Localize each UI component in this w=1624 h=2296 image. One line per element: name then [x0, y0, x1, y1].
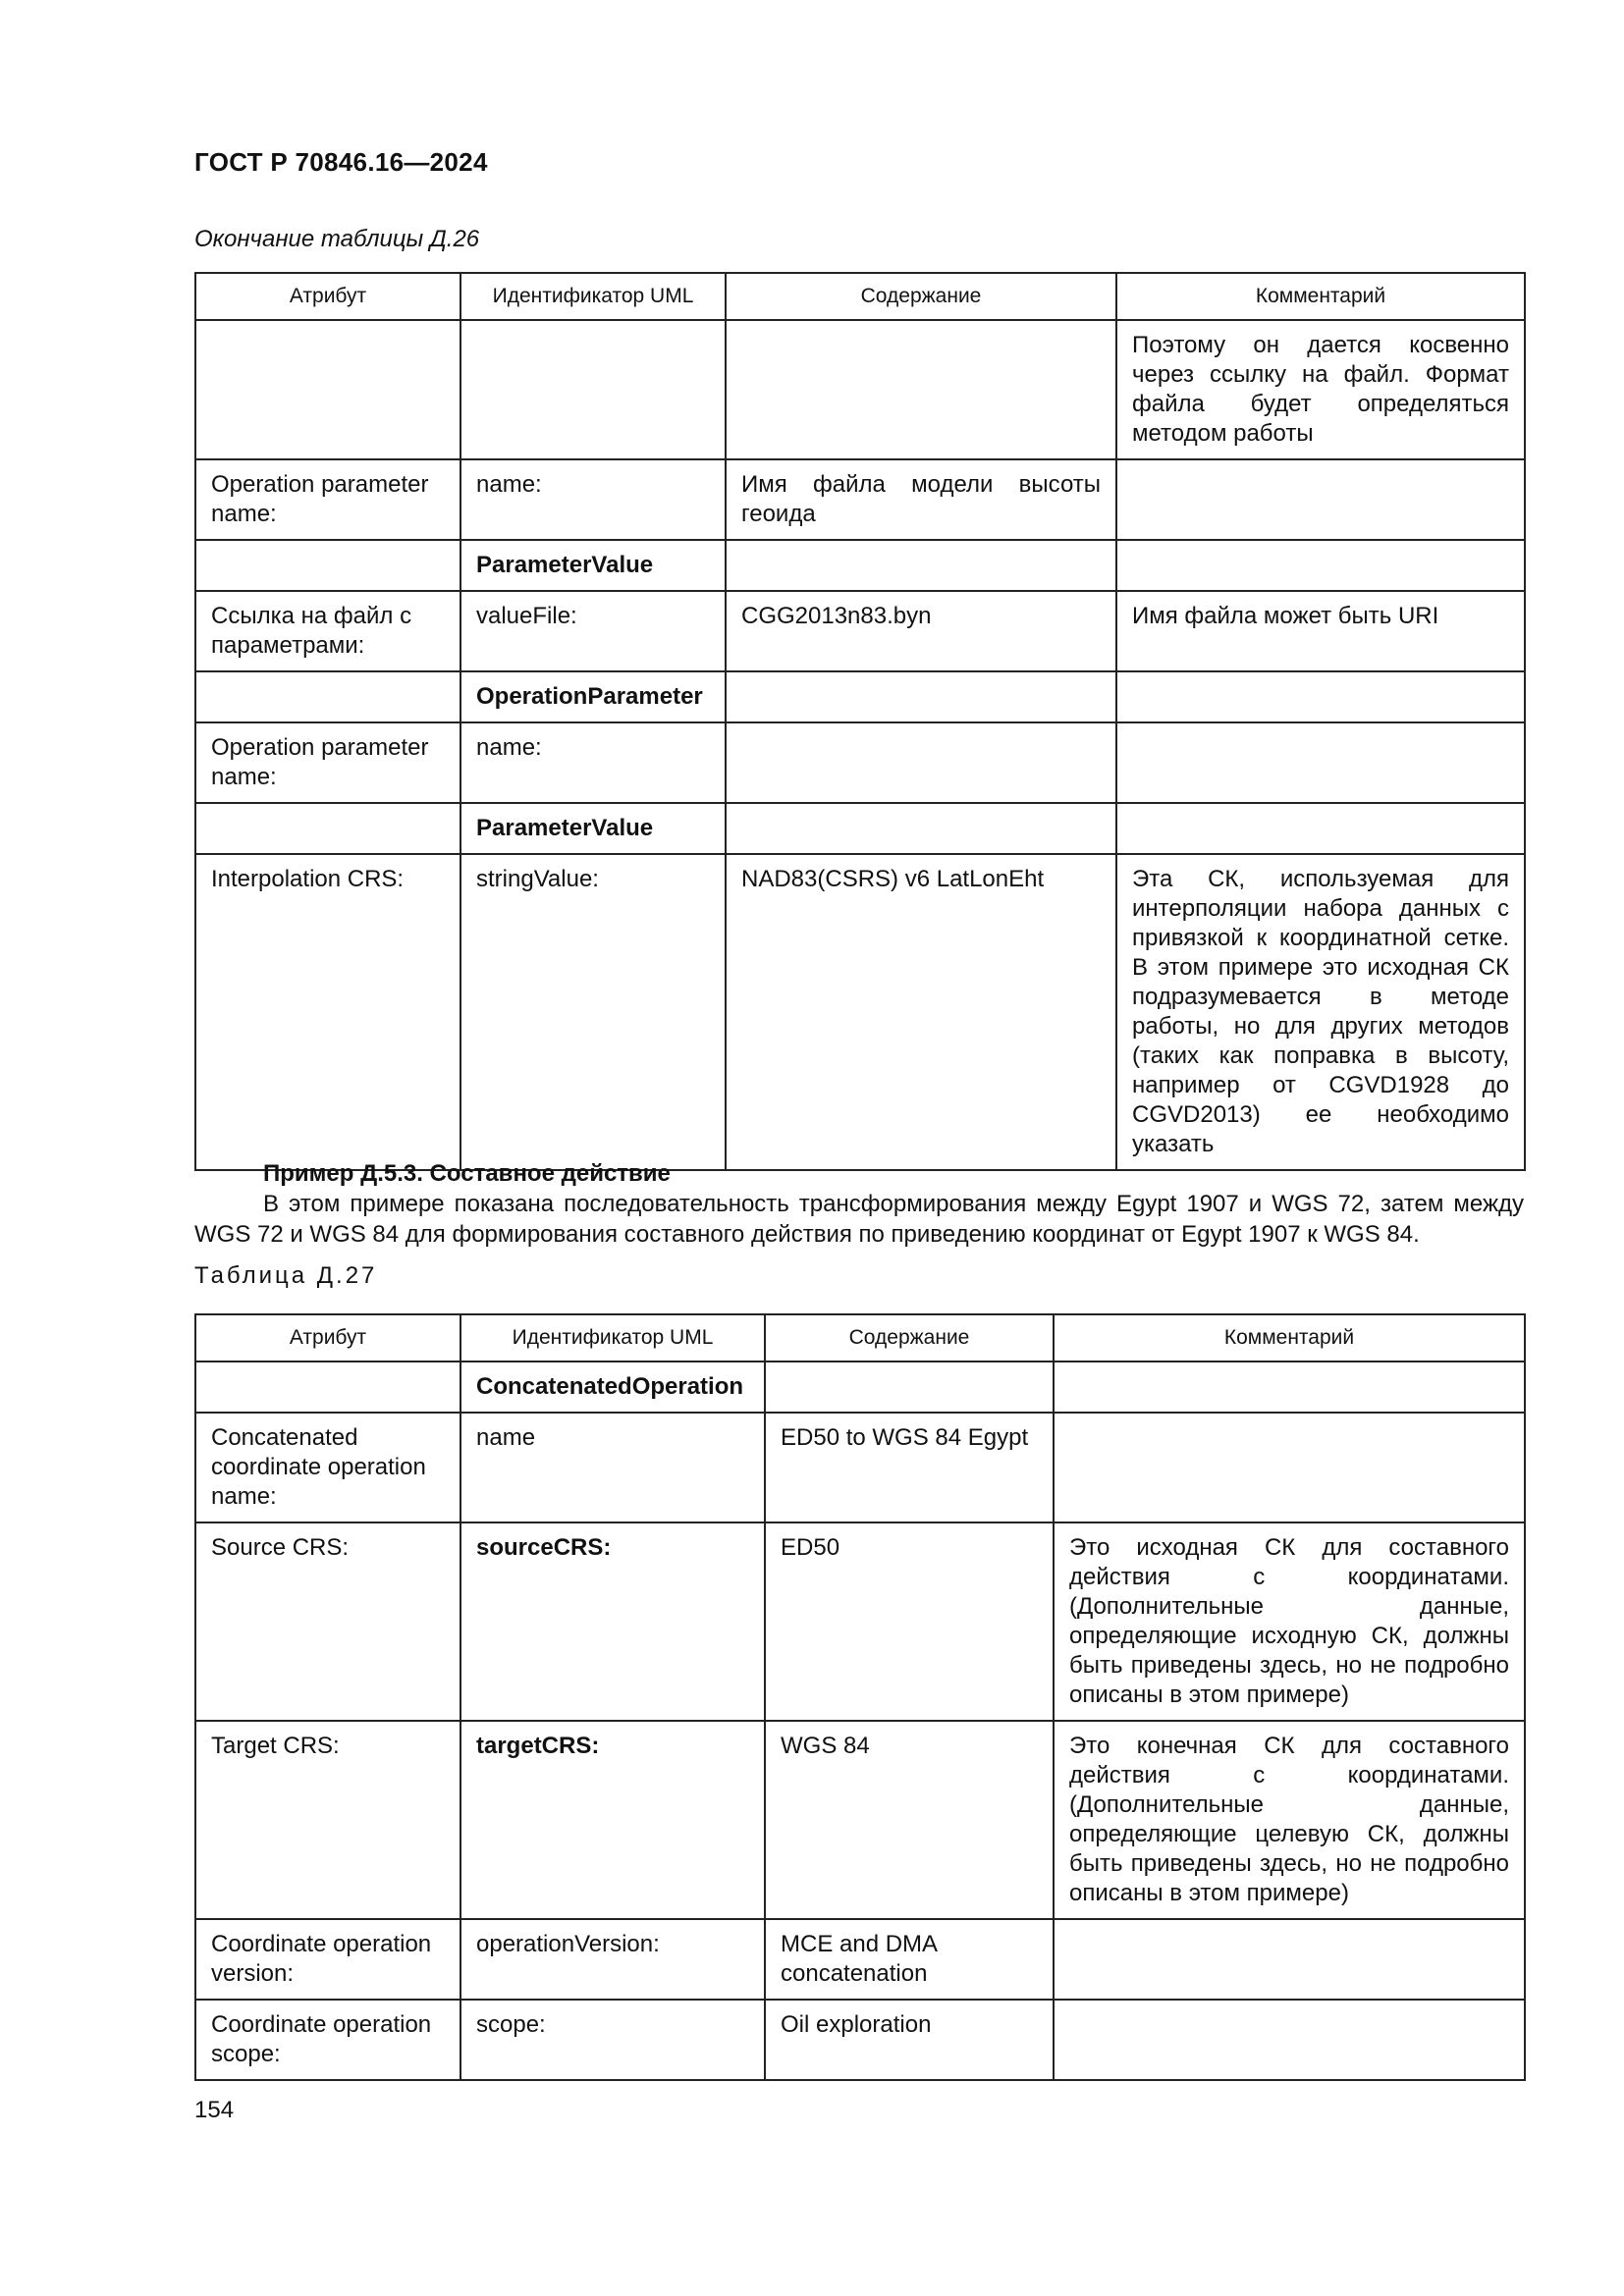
- cell-content: WGS 84: [765, 1721, 1054, 1919]
- cell-attribute: Source CRS:: [195, 1522, 460, 1721]
- cell-comment: [1054, 1919, 1525, 2000]
- cell-attribute: Interpolation CRS:: [195, 854, 460, 1170]
- table-header-row: [195, 273, 1525, 320]
- cell-content: [726, 722, 1116, 803]
- table-row: [195, 1413, 1525, 1522]
- cell-comment: [1054, 2000, 1525, 2080]
- cell-uml: targetCRS:: [460, 1721, 765, 1919]
- cell-content: Имя файла модели высоты геоида: [726, 459, 1116, 540]
- table-row: [195, 1362, 1525, 1413]
- cell-comment: [1116, 459, 1525, 540]
- column-header-uml-identifier: Идентификатор UML: [460, 273, 726, 320]
- table-continuation-caption: Окончание таблицы Д.26: [194, 226, 480, 252]
- cell-comment: [1116, 540, 1525, 591]
- column-header-comment: Комментарий: [1054, 1314, 1525, 1362]
- cell-comment: Это конечная СК для составного действия с координатами. (Дополнительные данные, определяющие целевую СК, должны быть приведены здесь, но не подробно описаны в этом примере): [1054, 1721, 1525, 1919]
- cell-content: MCE and DMA concatenation: [765, 1919, 1054, 2000]
- cell-attribute: Target CRS:: [195, 1721, 460, 1919]
- cell-content: Oil exploration: [765, 2000, 1054, 2080]
- cell-attribute: Ссылка на файл с параметрами:: [195, 591, 460, 671]
- cell-uml: operationVersion:: [460, 1919, 765, 2000]
- table-row: [195, 671, 1525, 722]
- cell-comment: [1054, 1413, 1525, 1522]
- cell-content: [726, 320, 1116, 459]
- table-row: [195, 1721, 1525, 1919]
- cell-comment: [1054, 1362, 1525, 1413]
- cell-attribute: Coordinate operation version:: [195, 1919, 460, 2000]
- column-header-comment: Комментарий: [1116, 273, 1525, 320]
- column-header-content: Содержание: [726, 273, 1116, 320]
- cell-content: ED50: [765, 1522, 1054, 1721]
- cell-uml: sourceCRS:: [460, 1522, 765, 1721]
- example-section: [194, 1158, 1524, 1250]
- document-header: ГОСТ Р 70846.16—2024: [194, 147, 488, 177]
- table-header-row: [195, 1314, 1525, 1362]
- cell-content: ED50 to WGS 84 Egypt: [765, 1413, 1054, 1522]
- cell-content: [726, 671, 1116, 722]
- column-header-content: Содержание: [765, 1314, 1054, 1362]
- cell-comment: Имя файла может быть URI: [1116, 591, 1525, 671]
- table-row: [195, 320, 1525, 459]
- cell-uml: ParameterValue: [460, 540, 726, 591]
- cell-uml: scope:: [460, 2000, 765, 2080]
- cell-comment: Эта СК, используемая для интерполяции набора данных с привязкой к координатной сетке. В этом примере это исходная СК подразумевается в методе работы, но для других методов (таких как поправка в высоту, например от CGVD1928 до CGVD2013) ее необходимо указать: [1116, 854, 1525, 1170]
- table-caption: Таблица Д.27: [194, 1262, 378, 1289]
- cell-content: CGG2013n83.byn: [726, 591, 1116, 671]
- column-header-attribute: Атрибут: [195, 273, 460, 320]
- table-row: [195, 854, 1525, 1170]
- cell-uml: ConcatenatedOperation: [460, 1362, 765, 1413]
- cell-attribute: Concatenated coordinate operation name:: [195, 1413, 460, 1522]
- cell-attribute: [195, 320, 460, 459]
- cell-uml: valueFile:: [460, 591, 726, 671]
- cell-uml: OperationParameter: [460, 671, 726, 722]
- table-row: [195, 1919, 1525, 2000]
- cell-attribute: Operation parameter name:: [195, 459, 460, 540]
- table-row: [195, 1522, 1525, 1721]
- cell-comment: Поэтому он дается косвенно через ссылку на файл. Формат файла будет определяться методом работы: [1116, 320, 1525, 459]
- cell-attribute: [195, 1362, 460, 1413]
- cell-content: [726, 540, 1116, 591]
- cell-uml: name:: [460, 459, 726, 540]
- table-row: [195, 803, 1525, 854]
- table-row: [195, 459, 1525, 540]
- table-row: [195, 2000, 1525, 2080]
- cell-content: [726, 803, 1116, 854]
- cell-comment: [1116, 722, 1525, 803]
- example-body: В этом примере показана последовательность трансформирования между Egypt 1907 и WGS 72, затем между WGS 72 и WGS 84 для формирования составного действия по приведению координат от Egypt 1907 к WGS 84.: [194, 1191, 1524, 1248]
- table-row: [195, 540, 1525, 591]
- table-d26-end: [194, 272, 1526, 1171]
- table-row: [195, 722, 1525, 803]
- cell-uml: [460, 320, 726, 459]
- cell-attribute: [195, 671, 460, 722]
- page-number: 154: [194, 2097, 235, 2123]
- cell-attribute: Operation parameter name:: [195, 722, 460, 803]
- table-d27: [194, 1313, 1526, 2081]
- table-row: [195, 591, 1525, 671]
- cell-attribute: Coordinate operation scope:: [195, 2000, 460, 2080]
- example-title: Пример Д.5.3. Составное действие: [263, 1160, 671, 1187]
- cell-attribute: [195, 540, 460, 591]
- cell-uml: name: [460, 1413, 765, 1522]
- cell-comment: [1116, 671, 1525, 722]
- cell-uml: name:: [460, 722, 726, 803]
- cell-uml: ParameterValue: [460, 803, 726, 854]
- cell-attribute: [195, 803, 460, 854]
- cell-content: NAD83(CSRS) v6 LatLonEht: [726, 854, 1116, 1170]
- column-header-attribute: Атрибут: [195, 1314, 460, 1362]
- column-header-uml-identifier: Идентификатор UML: [460, 1314, 765, 1362]
- cell-comment: Это исходная СК для составного действия с координатами. (Дополнительные данные, определяющие исходную СК, должны быть приведены здесь, но не подробно описаны в этом примере): [1054, 1522, 1525, 1721]
- cell-comment: [1116, 803, 1525, 854]
- cell-uml: stringValue:: [460, 854, 726, 1170]
- cell-content: [765, 1362, 1054, 1413]
